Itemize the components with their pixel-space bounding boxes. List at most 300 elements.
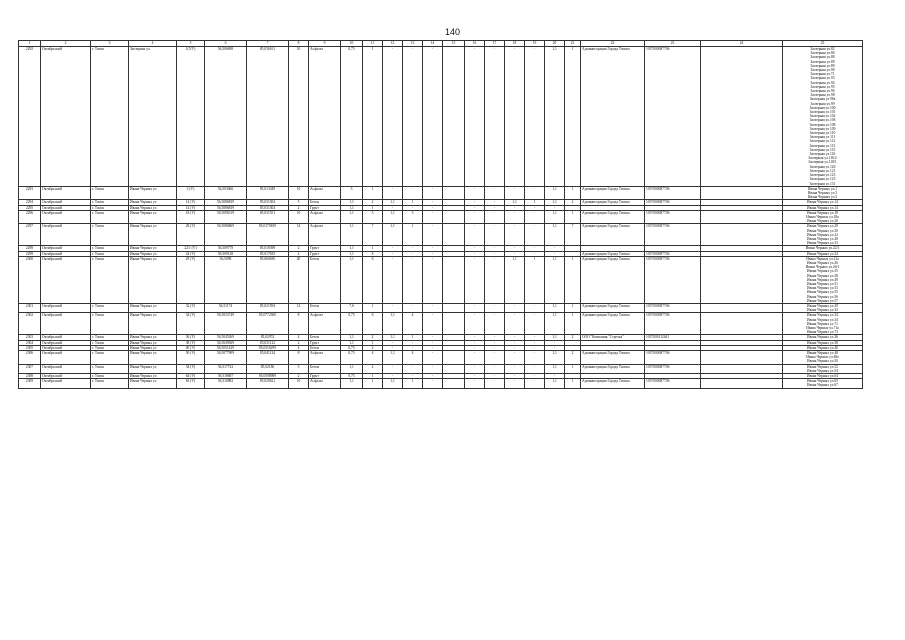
table-cell: 56,5077909 [205,351,247,365]
table-cell: - [403,251,423,256]
table-cell: Ивана Черных ул [129,303,177,312]
column-number: 5 [177,41,205,47]
table-cell: 2307 [19,364,41,373]
column-number: 10 [341,41,363,47]
table-cell: - [383,364,403,373]
table-cell [443,210,465,224]
table-cell: - [423,313,443,335]
table-row [19,364,863,373]
table-cell: Октябрьский [41,47,91,187]
table-cell: - [505,246,525,251]
table-cell: Ивана Черных ул [129,246,177,251]
address-item: Ивана Черных ул.21а [806,256,839,261]
table-cell: - [485,364,505,373]
address-item: Ивана Черных ул.54 [807,368,838,373]
table-cell: Администрация Города Томска [581,186,645,200]
table-cell: Октябрьский [41,205,91,210]
table-cell: 2 [289,205,309,210]
table-cell: Администрация Города Томска [581,224,645,246]
table-cell: - [465,186,485,200]
table-cell: Асфальт [309,47,341,187]
table-cell: 4 [403,351,423,365]
address-item: Ивана Черных ул.48а [806,355,839,360]
table-cell: г. Томск [91,200,129,205]
table-cell [443,313,465,335]
table-cell: - [383,246,403,251]
column-number: 7 [247,41,289,47]
table-cell: - [525,379,545,388]
table-cell: 32 (V) [177,303,205,312]
table-row [19,210,863,224]
table-cell: 1,1 [341,210,363,224]
table-cell: 56,517722 [205,364,247,373]
table-cell: 1 [565,379,581,388]
table-cell: 4 [363,351,383,365]
table-cell [701,351,783,365]
table-cell: Октябрьский [41,374,91,379]
table-cell: 1,1 [383,210,403,224]
table-cell: 1 [565,210,581,224]
table-cell: - [423,246,443,251]
table-cell: 65 (V) [177,379,205,388]
table-cell: - [505,251,525,256]
table-cell [701,379,783,388]
table-cell: 1037000087706 [645,200,701,205]
table-cell: г. Томск [91,313,129,335]
table-cell: - [403,374,423,379]
address-item: Заозерная ул.120 [809,164,836,169]
table-cell: 56,5098 [205,256,247,303]
table-cell: 1 [565,256,581,303]
table-cell: Асфальт [309,351,341,365]
table-cell: 5 [289,200,309,205]
column-number: 4 [129,41,177,47]
table-cell: - [383,47,403,187]
address-item: Ивана Черных ул.71а [806,326,839,330]
address-item: Заозерная ул.110 [809,131,836,136]
address-item: Заозерная ул.99 [810,101,835,106]
table-cell: 54 (V) [177,364,205,373]
address-item: Ивана Черных ул.22 [807,232,838,237]
table-cell: - [545,246,565,251]
table-cell: 56,510882 [205,379,247,388]
table-cell: Ивана Черных ул [129,186,177,200]
table-cell: - [465,374,485,379]
table-cell: 2296 [19,210,41,224]
table-cell: 2 [289,340,309,345]
address-item: Заозерная ул.111 [809,135,836,140]
table-cell: 2309 [19,379,41,388]
address-item: Ивана Черных ул.56 [807,294,838,299]
table-cell [443,224,465,246]
address-item: Ивана Черных ул.14 [807,205,838,210]
address-item: Заозерная ул.102 [809,114,836,119]
table-cell: 0,75 [341,374,363,379]
column-number: 23 [645,41,701,47]
table-cell: 1,1 [545,186,565,200]
table-cell: - [525,251,545,256]
table-cell: - [505,345,525,350]
table-cell: 1 [525,200,545,205]
address-list [783,210,863,224]
table-cell: 0,75 [341,47,363,187]
table-cell: 2297 [19,224,41,246]
table-row [19,47,863,187]
table-cell: 85,041124 [247,351,289,365]
table-cell: - [465,224,485,246]
table-cell: 56,5049369 [205,340,247,345]
table-row [19,351,863,365]
column-number: 12 [383,41,403,47]
address-item: Ивана Черных ул.49 [807,277,838,282]
table-cell: г. Томск [91,379,129,388]
table-cell: 0,75 [341,351,363,365]
table-cell: 1,1 [545,256,565,303]
table-cell: 2299 [19,251,41,256]
table-cell: - [525,246,545,251]
table-cell: - [465,313,485,335]
table-cell: Октябрьский [41,210,91,224]
table-cell: ООО "Компания "Стрелка" [581,335,645,340]
table-cell: - [505,379,525,388]
table-cell: - [465,200,485,205]
table-cell: 1 [565,47,581,187]
table-cell: Ивана Черных ул [129,256,177,303]
table-cell: Администрация Города Томска [581,200,645,205]
table-cell: г. Томск [91,374,129,379]
table-cell: - [505,374,525,379]
address-item: Ивана Черных ул.29 [807,303,838,308]
table-cell: 85,017635 [247,251,289,256]
table-cell: Ивана Черных ул [129,205,177,210]
table-cell: 1,1 [341,224,363,246]
address-item: Ивана Черных ул.28 [807,236,838,241]
table-cell: 85,0316299 [247,345,289,350]
table-cell: 1 [565,313,581,335]
table-cell: 2303 [19,335,41,340]
table-cell: - [525,340,545,345]
table-cell: 56,5045269 [205,335,247,340]
address-item: Заозерная ул.89 [810,59,835,64]
table-cell: - [403,246,423,251]
table-cell: г. Томск [91,186,129,200]
table-cell: 1 [363,374,383,379]
table-cell [701,256,783,303]
table-cell: 85,031304 [247,200,289,205]
table-cell: Октябрьский [41,186,91,200]
address-item: Заозерная ул.90 [810,68,835,73]
table-cell: - [403,303,423,312]
table-cell: 56,5086839 [205,205,247,210]
column-number: 9 [309,41,341,47]
table-cell: Администрация Города Томска [581,251,645,256]
table-cell [701,224,783,246]
table-cell: 1037000087706 [645,379,701,388]
address-item: Заозерная ул.113 [809,143,836,148]
table-cell: Администрация Города Томска [581,313,645,335]
table-cell: - [505,224,525,246]
address-item: Заозерная ул.89 [810,63,835,68]
table-cell [701,364,783,373]
table-cell: - [485,351,505,365]
address-item: Заозерная ул.115 [809,147,836,152]
table-cell: Асфальт [309,210,341,224]
table-cell: - [465,47,485,187]
address-item: Заозерная ул.108 [809,122,836,127]
table-cell: - [545,340,565,345]
table-cell: 1 [363,47,383,187]
table-cell: Ивана Черных ул [129,364,177,373]
table-cell: - [403,186,423,200]
table-cell: 38 (V) [177,340,205,345]
table-cell: Ивана Черных ул [129,313,177,335]
table-cell: - [423,340,443,345]
address-item: Ивана Черных ул.36 [807,335,838,340]
table-cell: 10 [289,186,309,200]
table-cell: - [403,345,423,350]
table-cell: 2 [565,335,581,340]
table-cell: 1,1 [383,351,403,365]
table-cell: - [423,186,443,200]
table-cell: 1037000087706 [645,351,701,365]
table-cell: 1,1 [545,303,565,312]
table-cell: 2 [565,351,581,365]
registry-table [18,40,863,389]
table-cell: 1 [403,335,423,340]
table-cell: Администрация Города Томска [581,351,645,365]
table-cell: 2293 [19,186,41,200]
table-row [19,256,863,303]
table-cell: Ивана Черных ул [129,224,177,246]
address-item: Ивана Черных ул.33 [807,241,838,246]
table-cell: 85,021594 [247,303,289,312]
table-cell: г. Томск [91,256,129,303]
table-cell: Октябрьский [41,224,91,246]
table-cell: - [505,335,525,340]
table-cell: - [485,379,505,388]
table-cell: г. Томск [91,351,129,365]
table-cell: - [525,351,545,365]
table-cell: 1 [403,379,423,388]
address-item: Ивана Черных ул.34 [807,317,838,322]
table-cell: - [505,186,525,200]
table-cell: Грунт [309,246,341,251]
table-cell: - [403,364,423,373]
address-item: Ивана Черных ул.40 [807,345,838,350]
table-cell: 2302 [19,313,41,335]
table-cell: - [485,303,505,312]
table-cell: 1,1 [545,210,565,224]
address-item: Ивана Черных ул.22/1 [805,246,840,251]
table-cell: 1 [363,246,383,251]
address-item: Ивана Черных ул.29 [807,224,838,229]
table-cell: Асфальт [309,313,341,335]
table-cell: - [423,205,443,210]
table-cell: Октябрьский [41,340,91,345]
table-cell: 56,509778 [205,246,247,251]
table-cell: 1037000087706 [645,186,701,200]
table-cell: 2300 [19,256,41,303]
table-cell: 56,5086869 [205,224,247,246]
table-cell: - [505,351,525,365]
address-item: Заозерная ул.116/2 [808,156,837,161]
table-cell: - [505,303,525,312]
column-number: 11 [363,41,383,47]
table-cell: - [423,303,443,312]
table-row [19,303,863,312]
table-cell: - [423,379,443,388]
address-item: Ивана Черных ул.24 [807,251,838,256]
table-cell: 56,506698 [205,47,247,187]
table-cell: Октябрьский [41,364,91,373]
table-cell: 1(5/V) [177,47,205,187]
column-number: 25 [783,41,863,47]
table-cell: 6 [363,256,383,303]
address-item: Ивана Черных ул.26/1 [805,265,840,270]
table-cell: 10 [289,379,309,388]
table-cell: - [485,200,505,205]
column-number: 20 [545,41,565,47]
address-item: Заозерная ул.71 [810,72,835,77]
address-item: Ивана Черных ул.71 [807,321,838,326]
table-cell: - [465,379,485,388]
table-cell: 2 [363,200,383,205]
table-cell: 85,0772300 [247,313,289,335]
table-cell: - [423,374,443,379]
table-cell: 1,1 [341,200,363,205]
table-cell: Октябрьский [41,246,91,251]
table-cell [701,47,783,187]
table-cell: Бетон [309,256,341,303]
table-cell: Ивана Черных ул [129,200,177,205]
column-number: 2 [41,41,91,47]
table-cell: 85,031551 [247,210,289,224]
table-cell: 5 [289,364,309,373]
table-cell: - [383,345,403,350]
table-cell: - [485,210,505,224]
table-cell: 7 [565,224,581,246]
table-cell: - [383,256,403,303]
address-item: Заозерная ул.98а [809,97,836,102]
column-number: 14 [423,41,443,47]
column-number: 22 [581,41,645,47]
address-item: Ивана Черных ул.65 [807,379,838,384]
table-cell: 1,1 [341,246,363,251]
table-cell: - [525,335,545,340]
table-cell: 4 [403,313,423,335]
table-cell: Бетон [309,345,341,350]
table-cell: Администрация Города Томска [581,256,645,303]
address-item: Заозерная ул.112 [809,139,836,144]
table-cell: 1,1 [545,313,565,335]
table-cell: 56,503066 [205,186,247,200]
table-cell: 85,02186 [247,364,289,373]
address-item: Заозерная ул.98 [810,93,835,98]
address-item: Заозерная ул.100 [809,105,836,110]
address-item: Ивана Черных ул.18 [807,210,838,215]
address-item: Заозерная ул.86 [810,51,835,56]
table-cell: Администрация Города Томска [581,303,645,312]
table-cell [443,379,465,388]
table-cell: 1 [525,256,545,303]
table-cell: Администрация Города Томска [581,379,645,388]
table-cell: - [545,251,565,256]
table-cell: - [465,210,485,224]
address-list [783,351,863,365]
table-cell: Ивана Черных ул [129,345,177,350]
table-cell: Грунт [309,374,341,379]
table-cell: 1 [565,364,581,373]
table-cell: - [505,205,525,210]
table-cell: - [423,251,443,256]
table-cell: 64 (V) [177,374,205,379]
address-list [783,313,863,335]
column-number: 3 [91,41,129,47]
table-cell: - [525,205,545,210]
table-cell: 28 (V) [177,224,205,246]
table-cell: - [525,374,545,379]
table-cell: - [465,364,485,373]
table-cell: - [485,186,505,200]
table-cell: - [423,256,443,303]
address-item: Ивана Черных ул.5 [807,195,838,200]
table-cell: - [383,303,403,312]
table-cell: 1,1 [341,256,363,303]
table-cell: г. Томск [91,246,129,251]
table-cell: Октябрьский [41,200,91,205]
table-cell: 2 [289,374,309,379]
table-cell: г. Томск [91,335,129,340]
address-item: Ивана Черных ул.64 [807,374,838,379]
column-number: 17 [485,41,505,47]
table-cell: - [383,374,403,379]
table-cell: 1037000087706 [645,256,701,303]
table-cell: 1,1 [341,364,363,373]
table-cell: 1 [565,186,581,200]
address-list [783,47,863,187]
table-cell: - [525,364,545,373]
table-cell [443,303,465,312]
table-cell: 14 (V) [177,205,205,210]
table-cell: 1,1 [545,379,565,388]
table-cell: 7,6 [341,303,363,312]
table-cell: 1 [363,205,383,210]
address-item: Ивана Черных ул.14 [807,200,838,205]
table-cell: 10 [289,47,309,187]
table-cell: - [423,364,443,373]
table-cell: Асфальт [309,224,341,246]
table-cell: 10 [289,210,309,224]
table-cell: Заозерная ул. [129,47,177,187]
table-cell: 2301 [19,303,41,312]
table-cell: 2 [289,246,309,251]
table-cell: 34 (V) [177,313,205,335]
table-cell: 85,0508989 [247,374,289,379]
table-cell: 2 [289,251,309,256]
address-item: Ивана Черных ул.26 [807,260,838,265]
table-cell: - [505,340,525,345]
table-cell: - [485,313,505,335]
table-cell: Ивана Черных ул [129,351,177,365]
address-item: Ивана Черных ул.53 [807,286,838,291]
table-cell: - [525,303,545,312]
table-cell: - [525,313,545,335]
address-item: Ивана Черных ул.67 [807,383,838,388]
column-number: 8 [289,41,309,47]
table-cell: Ивана Черных ул [129,251,177,256]
address-list [783,303,863,312]
address-list [783,224,863,246]
